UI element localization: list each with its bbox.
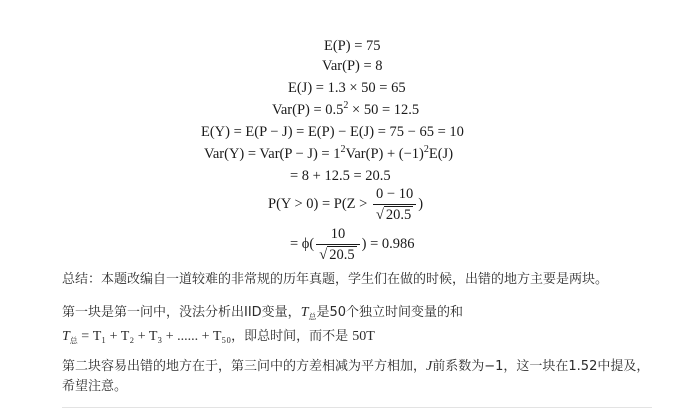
fraction [373,184,416,225]
math-variable: J [426,359,433,374]
first-issue-line-1 [62,303,652,323]
paragraph-text: 第一块是第一问中，没法分析出IID变量， [62,305,301,320]
equation-text: Var(P) = 8 [322,58,383,74]
exponent: 2 [340,144,346,156]
exponent: 2 [343,100,349,112]
radical-sign: √ [319,247,328,263]
equation-text: E(Y) = E(P − J) = E(P) − E(J) = 75 − 65 = 10 [201,124,464,140]
equation-line [201,122,464,142]
paragraph-text: 前系数为−1，这一块在1.52中提及， [432,359,650,374]
equation-line [290,166,391,186]
radicand: 20.5 [329,247,355,263]
equation-line [290,224,415,265]
second-issue-line-2 [62,377,652,397]
paragraph-text: 希望注意。 [62,379,128,394]
math-expression: = T₁ + T₂ + T₃ + ...... + T₅₀ [77,329,232,344]
radicand: 20.5 [385,207,412,223]
equation-text: ) = 0.986 [361,235,415,252]
denominator [373,204,416,225]
summary-text: 总结：本题改编自一道较难的非常规的历年真题，学生们在做的时候，出错的地方主要是两块。 [62,272,609,287]
math-expression: 50T [352,329,375,344]
square-root [319,245,356,265]
math-variable: T [62,329,70,344]
first-issue-line-2 [62,327,652,347]
equation-text: Var(P) = 0.5 [272,102,344,118]
first-issue-paragraph [62,303,652,347]
equation-text: = ϕ( [290,235,315,252]
equation-line [204,144,453,164]
equation-text: E(J) = 1.3 × 50 = 65 [288,80,406,96]
divider [62,407,652,408]
equation-text: Var(Y) = Var(P − J) = 1 [204,146,341,162]
numerator: 10 [330,226,346,242]
equation-text: Var(P) + (−1) [345,146,424,162]
math-variable: T [300,305,309,320]
square-root [376,205,413,225]
fraction [316,224,359,265]
numerator: 0 − 10 [376,186,414,202]
math-subscript: 总 [69,336,78,346]
equation-line [324,36,381,56]
equation-text: = 8 + 12.5 = 20.5 [290,168,391,184]
equation-text: × 50 = 12.5 [348,102,420,118]
equation-line [288,78,406,98]
equation-line [268,184,423,225]
exponent: 2 [423,144,429,156]
denominator [316,244,359,265]
second-issue-paragraph [62,357,652,397]
second-issue-line-1 [62,357,652,377]
paragraph-text: 第二块容易出错的地方在于，第三问中的方差相减为平方相加， [62,359,427,374]
equation-line [272,100,419,120]
equation-line [322,56,383,76]
paragraph-text: 是50个独立时间变量的和 [316,305,464,320]
paragraph-text: ，即总时间，而不是 [231,329,353,344]
summary-paragraph [62,270,652,290]
equation-text: ) [418,195,424,212]
radical-sign: √ [375,207,384,223]
equation-text: P(Y > 0) = P(Z > [268,195,371,212]
equation-text: E(P) = 75 [324,38,381,54]
equation-text: E(J) [428,146,454,162]
math-subscript: 总 [308,312,317,322]
